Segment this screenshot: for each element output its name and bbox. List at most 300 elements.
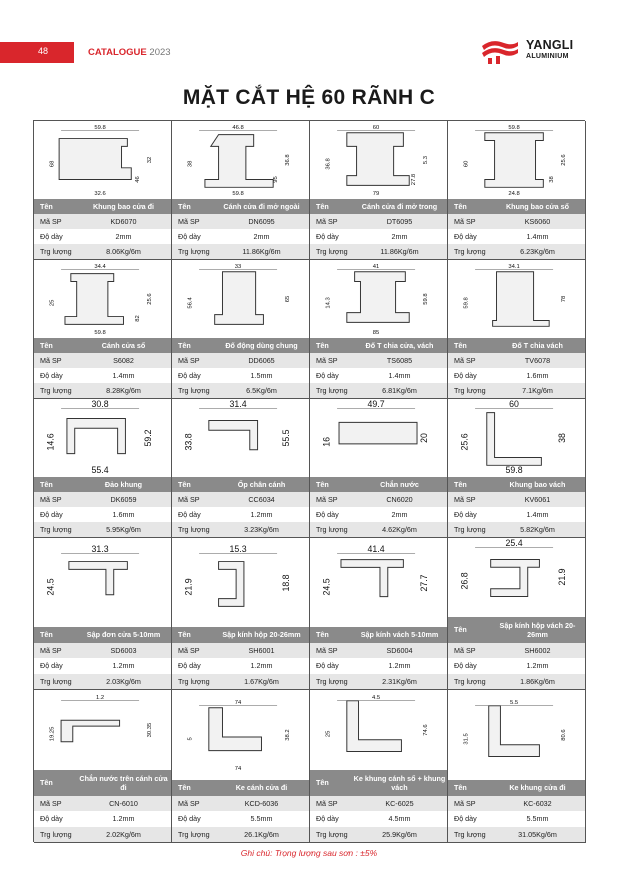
profile-drawing — [34, 538, 171, 627]
product-cell — [310, 121, 448, 260]
spec-row — [172, 811, 309, 827]
code-label: Mã SP — [454, 645, 476, 655]
dimension-label: 59.8 — [507, 124, 520, 131]
weight-label: Trg lượng — [454, 525, 486, 534]
spec-row — [34, 627, 171, 643]
product-code: SH6002 — [524, 645, 551, 655]
spec-row — [34, 674, 171, 690]
thickness-label: Độ dày — [40, 371, 63, 380]
product-thickness: 2mm — [391, 232, 408, 241]
spec-row — [310, 827, 447, 843]
weight-label: Trg lượng — [40, 386, 72, 395]
weight-label: Trg lượng — [40, 525, 72, 534]
name-label: Tên — [454, 625, 467, 634]
dimension-label: 20 — [418, 433, 429, 443]
spec-row — [172, 507, 309, 522]
product-weight: 6.5Kg/6m — [246, 386, 277, 395]
profile-section-svg — [40, 399, 166, 477]
spec-row — [310, 244, 447, 259]
spec-row — [34, 199, 171, 214]
weight-label: Trg lượng — [454, 676, 486, 686]
profile-outline — [66, 419, 125, 454]
product-thickness: 1.4mm — [526, 510, 549, 519]
dimension-label: 4.5 — [371, 694, 380, 701]
product-name: Đảo khung — [104, 480, 143, 489]
dimension-label: 85 — [372, 330, 379, 337]
spec-row — [310, 627, 447, 643]
profile-drawing — [172, 538, 309, 627]
profile-outline — [492, 272, 549, 327]
weight-label: Trg lượng — [316, 676, 348, 686]
profile-section-svg — [178, 121, 304, 199]
spec-row — [172, 796, 309, 812]
code-label: Mã SP — [178, 645, 200, 655]
dimension-label: 56.4 — [186, 297, 193, 309]
product-thickness: 2mm — [115, 232, 132, 241]
product-thickness: 1.2mm — [250, 510, 273, 519]
code-label: Mã SP — [316, 356, 338, 365]
dimension-label: 30.35 — [146, 722, 153, 738]
profile-outline — [486, 413, 541, 466]
product-cell — [448, 260, 586, 399]
product-code: KD6070 — [110, 217, 137, 226]
spec-row — [34, 796, 171, 812]
dimension-label: 59.8 — [505, 465, 523, 476]
spec-row — [34, 643, 171, 659]
product-thickness: 1.2mm — [112, 661, 135, 671]
product-name: Cánh cửa đi mở ngoài — [223, 202, 300, 211]
name-label: Tên — [454, 480, 467, 489]
spec-row — [448, 492, 585, 507]
product-thickness: 1.4mm — [526, 232, 549, 241]
spec-row — [448, 674, 585, 690]
profile-outline — [208, 708, 261, 751]
dimension-label: 25.6 — [146, 293, 153, 305]
spec-row — [448, 796, 585, 812]
profile-drawing — [448, 121, 585, 199]
profile-section-svg — [316, 544, 442, 622]
product-name: Đố động dùng chung — [225, 341, 298, 350]
profile-section-svg — [316, 260, 442, 338]
product-cell — [34, 260, 172, 399]
spec-row — [172, 674, 309, 690]
thickness-label: Độ dày — [40, 510, 63, 519]
spec-row — [34, 827, 171, 843]
catalogue-year: 2023 — [149, 47, 171, 58]
spec-row — [172, 643, 309, 659]
product-thickness: 2mm — [253, 232, 270, 241]
dimension-label: 21.9 — [556, 568, 567, 586]
profile-outline — [346, 133, 408, 186]
product-name: Khung bao vách — [509, 480, 566, 489]
product-weight: 1.86Kg/6m — [520, 676, 555, 686]
spec-row — [448, 229, 585, 244]
profile-outline — [340, 559, 402, 596]
thickness-label: Độ dày — [316, 510, 339, 519]
dimension-label: 95 — [272, 176, 279, 183]
spec-row — [34, 507, 171, 522]
spec-row — [310, 353, 447, 368]
profile-drawing — [34, 260, 171, 338]
profile-section-svg — [178, 399, 304, 477]
spec-row — [310, 214, 447, 229]
dimension-label: 46.8 — [231, 124, 244, 131]
thickness-label: Độ dày — [178, 232, 201, 241]
spec-row — [310, 522, 447, 537]
header-red-band — [0, 42, 74, 63]
dimension-label: 24.8 — [507, 191, 520, 198]
weight-label: Trg lượng — [454, 829, 486, 839]
spec-row — [448, 214, 585, 229]
product-code: KV6061 — [524, 495, 551, 504]
product-name: Đố T chia cửa, vách — [365, 341, 434, 350]
name-label: Tên — [178, 480, 191, 489]
code-label: Mã SP — [178, 798, 200, 808]
spec-row — [310, 674, 447, 690]
spec-row — [172, 229, 309, 244]
product-weight: 2.03Kg/6m — [106, 676, 141, 686]
dimension-label: 1.2 — [95, 694, 104, 701]
dimension-label: 41.4 — [367, 543, 385, 554]
product-cell — [310, 690, 448, 843]
code-label: Mã SP — [178, 217, 200, 226]
dimension-label: 78 — [560, 295, 567, 303]
code-label: Mã SP — [40, 798, 62, 808]
thickness-label: Độ dày — [316, 661, 339, 671]
profile-drawing — [172, 690, 309, 780]
dimension-label: 15.3 — [229, 543, 247, 554]
product-cell — [448, 399, 586, 538]
product-thickness: 5.5mm — [250, 814, 273, 824]
weight-label: Trg lượng — [40, 247, 72, 256]
spec-row — [448, 811, 585, 827]
thickness-label: Độ dày — [178, 814, 201, 824]
profile-outline — [208, 420, 257, 449]
name-label: Tên — [40, 778, 53, 787]
product-name: Cánh cửa sổ — [101, 341, 146, 350]
product-name: Sập kính hộp 20-26mm — [222, 630, 301, 640]
dimension-label: 33.8 — [182, 433, 193, 451]
product-name: Sập kính hộp vách 20-26mm — [499, 620, 576, 639]
spec-row — [172, 477, 309, 492]
profile-drawing — [310, 260, 447, 338]
product-thickness: 1.4mm — [388, 371, 411, 380]
profile-drawing — [310, 690, 447, 770]
spec-row — [34, 770, 171, 796]
profile-section-svg — [40, 260, 166, 338]
spec-row — [310, 492, 447, 507]
spec-row — [172, 522, 309, 537]
dimension-label: 38 — [556, 433, 567, 443]
name-label: Tên — [40, 202, 53, 211]
profile-outline — [64, 274, 123, 325]
product-name: Ke khung cánh sổ + khung vách — [353, 773, 446, 792]
product-name: Khung bao cửa sổ — [505, 202, 570, 211]
spec-row — [448, 522, 585, 537]
dimension-label: 60 — [508, 399, 519, 409]
product-thickness: 4.5mm — [388, 814, 411, 824]
profile-outline — [61, 720, 119, 741]
spec-row — [172, 244, 309, 259]
dimension-label: 74 — [234, 766, 241, 773]
profile-section-svg — [454, 260, 580, 338]
profile-outline — [490, 560, 539, 597]
product-weight: 8.06Kg/6m — [106, 247, 141, 256]
dimension-label: 25 — [324, 730, 331, 737]
spec-row — [448, 338, 585, 353]
weight-label: Trg lượng — [316, 247, 348, 256]
dimension-label: 21.9 — [182, 577, 193, 595]
weight-label: Trg lượng — [40, 676, 72, 686]
spec-row — [34, 477, 171, 492]
dimension-label: 38.2 — [284, 729, 291, 741]
name-label: Tên — [316, 202, 329, 211]
profile-section-svg — [316, 399, 442, 477]
profile-section-svg — [316, 691, 442, 769]
product-name: Cánh cửa đi mở trong — [361, 202, 438, 211]
spec-row — [448, 643, 585, 659]
dimension-label: 32 — [146, 156, 153, 164]
profile-drawing — [172, 260, 309, 338]
dimension-label: 31.4 — [229, 399, 247, 409]
profile-outline — [214, 272, 263, 325]
spec-row — [310, 383, 447, 398]
profile-drawing — [310, 121, 447, 199]
code-label: Mã SP — [454, 495, 476, 504]
product-name: Sập kính vách 5-10mm — [360, 630, 439, 640]
dimension-label: 65 — [284, 295, 291, 303]
dimension-label: 36.8 — [324, 158, 331, 170]
spec-row — [172, 368, 309, 383]
product-cell — [34, 121, 172, 260]
spec-row — [34, 522, 171, 537]
spec-row — [172, 338, 309, 353]
dimension-label: 74.6 — [422, 724, 429, 736]
dimension-label: 30.8 — [91, 399, 109, 409]
product-code: DK6059 — [110, 495, 137, 504]
dimension-label: 55.5 — [280, 429, 291, 447]
dimension-label: 25.4 — [505, 538, 523, 549]
profile-drawing — [448, 260, 585, 338]
spec-row — [448, 658, 585, 674]
profile-section-svg — [178, 544, 304, 622]
profile-drawing — [310, 538, 447, 627]
dimension-label: 79 — [372, 191, 379, 198]
thickness-label: Độ dày — [454, 510, 477, 519]
spec-row — [310, 368, 447, 383]
code-label: Mã SP — [316, 217, 338, 226]
name-label: Tên — [316, 480, 329, 489]
profile-section-svg — [454, 121, 580, 199]
product-cell — [448, 121, 586, 260]
dimension-label: 26.8 — [458, 572, 469, 590]
product-cell — [34, 399, 172, 538]
profile-drawing — [172, 121, 309, 199]
brand-logo — [480, 36, 580, 66]
code-label: Mã SP — [178, 495, 200, 504]
thickness-label: Độ dày — [316, 371, 339, 380]
product-weight: 11.86Kg/6m — [242, 247, 281, 256]
profile-section-svg — [40, 544, 166, 622]
name-label: Tên — [40, 630, 53, 640]
product-code: CN-6010 — [109, 798, 138, 808]
product-code: S6082 — [113, 356, 134, 365]
spec-row — [172, 780, 309, 796]
dimension-label: 24.5 — [320, 577, 331, 595]
product-code: KCD-6036 — [244, 798, 279, 808]
product-code: KS6060 — [524, 217, 551, 226]
thickness-label: Độ dày — [40, 661, 63, 671]
product-thickness: 1.2mm — [250, 661, 273, 671]
product-cell — [172, 538, 310, 690]
spec-row — [310, 643, 447, 659]
code-label: Mã SP — [40, 217, 62, 226]
profile-section-svg — [40, 121, 166, 199]
spec-row — [448, 368, 585, 383]
dimension-label: 49.7 — [367, 399, 385, 409]
code-label: Mã SP — [316, 495, 338, 504]
dimension-label: 25 — [48, 299, 55, 307]
product-weight: 8.28Kg/6m — [106, 386, 141, 395]
thickness-label: Độ dày — [316, 814, 339, 824]
dimension-label: 38 — [548, 176, 555, 183]
profile-drawing — [34, 121, 171, 199]
weight-label: Trg lượng — [454, 386, 486, 395]
product-cell — [448, 538, 586, 690]
dimension-label: 46 — [134, 176, 141, 183]
spec-row — [172, 658, 309, 674]
thickness-label: Độ dày — [40, 232, 63, 241]
spec-row — [448, 353, 585, 368]
spec-row — [34, 214, 171, 229]
profile-outline — [68, 561, 127, 594]
name-label: Tên — [178, 341, 191, 350]
dimension-label: 16 — [320, 437, 331, 447]
spec-row — [172, 214, 309, 229]
product-thickness: 1.6mm — [112, 510, 135, 519]
weight-label: Trg lượng — [40, 829, 72, 839]
weight-label: Trg lượng — [178, 525, 210, 534]
spec-row — [172, 627, 309, 643]
dimension-label: 59.8 — [93, 330, 106, 337]
dimension-label: 32.6 — [93, 191, 106, 198]
profile-drawing — [34, 399, 171, 477]
dimension-label: 36.8 — [284, 154, 291, 166]
name-label: Tên — [178, 630, 191, 640]
spec-row — [34, 658, 171, 674]
product-code: SD6004 — [386, 645, 413, 655]
thickness-label: Độ dày — [454, 661, 477, 671]
thickness-label: Độ dày — [178, 371, 201, 380]
product-code: SD6003 — [110, 645, 137, 655]
spec-row — [448, 244, 585, 259]
product-code: CN6020 — [386, 495, 413, 504]
profile-section-svg — [178, 260, 304, 338]
product-weight: 6.23Kg/6m — [520, 247, 555, 256]
thickness-label: Độ dày — [454, 232, 477, 241]
spec-row — [310, 507, 447, 522]
spec-row — [310, 796, 447, 812]
page-title: MẶT CẮT HỆ 60 RÃNH C — [182, 86, 436, 109]
dimension-label: 41 — [372, 263, 379, 270]
dimension-label: 74 — [234, 699, 241, 706]
product-weight: 5.82Kg/6m — [520, 525, 555, 534]
weight-label: Trg lượng — [178, 676, 210, 686]
profile-section-svg — [454, 399, 580, 477]
catalogue-word: CATALOGUE — [88, 47, 147, 58]
dimension-label: 31.3 — [91, 543, 109, 554]
dimension-label: 33 — [234, 263, 241, 270]
name-label: Tên — [454, 783, 467, 793]
dimension-label: 59.8 — [231, 191, 244, 198]
spec-row — [310, 770, 447, 796]
name-label: Tên — [40, 341, 53, 350]
product-cell — [310, 260, 448, 399]
name-label: Tên — [178, 202, 191, 211]
profile-drawing — [448, 690, 585, 780]
code-label: Mã SP — [316, 798, 338, 808]
product-name: Ke khung cửa đi — [509, 783, 566, 793]
product-cell — [34, 538, 172, 690]
page-number: 48 — [38, 46, 49, 56]
name-label: Tên — [454, 202, 467, 211]
product-code: DN6095 — [248, 217, 275, 226]
dimension-label: 59.8 — [462, 297, 469, 309]
profile-drawing — [310, 399, 447, 477]
product-cell — [310, 399, 448, 538]
dimension-label: 68 — [48, 160, 55, 168]
dimension-label: 14.6 — [44, 433, 55, 451]
thickness-label: Độ dày — [40, 814, 63, 824]
dimension-label: 14.3 — [324, 297, 331, 309]
profile-outline — [218, 561, 243, 606]
code-label: Mã SP — [316, 645, 338, 655]
profile-section-svg — [316, 121, 442, 199]
product-code: KC-6032 — [523, 798, 552, 808]
code-label: Mã SP — [454, 356, 476, 365]
product-weight: 7.1Kg/6m — [522, 386, 553, 395]
product-weight: 2.02Kg/6m — [106, 829, 141, 839]
profile-drawing — [172, 399, 309, 477]
spec-row — [310, 338, 447, 353]
name-label: Tên — [178, 783, 191, 793]
spec-row — [34, 383, 171, 398]
product-code: TV6078 — [524, 356, 551, 365]
spec-row — [448, 383, 585, 398]
product-cell — [172, 399, 310, 538]
dimension-label: 55.4 — [91, 465, 109, 476]
product-weight: 4.62Kg/6m — [382, 525, 417, 534]
dimension-label: 5.3 — [422, 155, 429, 165]
product-weight: 2.31Kg/6m — [382, 676, 417, 686]
product-thickness: 1.5mm — [250, 371, 273, 380]
dimension-label: 59.2 — [142, 429, 153, 447]
profile-section-svg — [454, 538, 580, 616]
profile-section-svg — [40, 691, 166, 769]
product-weight: 6.81Kg/6m — [382, 386, 417, 395]
product-name: Khung bao cửa đi — [92, 202, 155, 211]
product-thickness: 1.2mm — [526, 661, 549, 671]
spec-row — [448, 507, 585, 522]
product-code: CC6034 — [248, 495, 275, 504]
thickness-label: Độ dày — [178, 661, 201, 671]
spec-row — [310, 811, 447, 827]
dimension-label: 34.1 — [507, 263, 520, 270]
dimension-label: 31.5 — [462, 733, 469, 745]
dimension-label: 5.5 — [509, 699, 518, 706]
code-label: Mã SP — [454, 798, 476, 808]
product-thickness: 5.5mm — [526, 814, 549, 824]
